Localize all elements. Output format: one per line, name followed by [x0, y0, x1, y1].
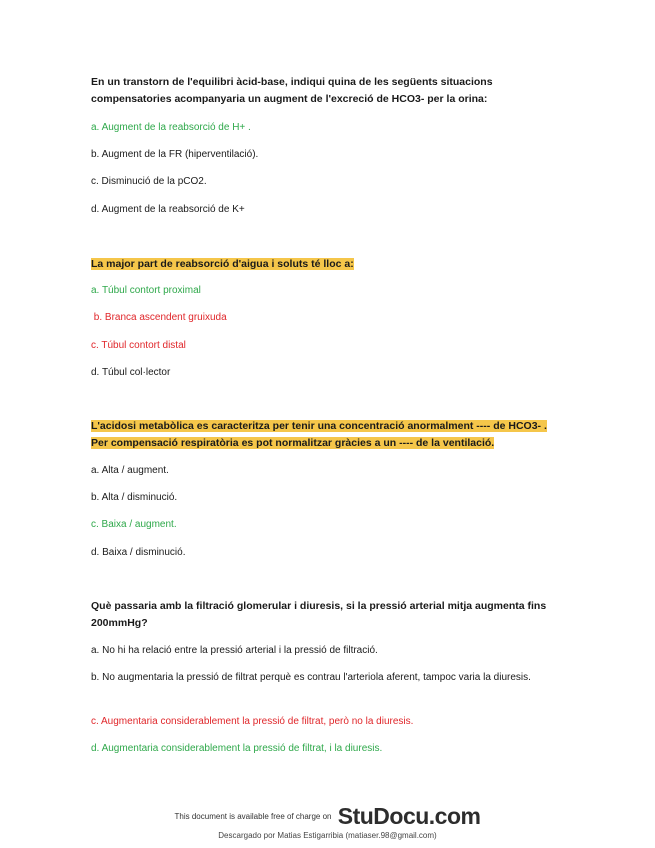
studocu-logo[interactable]: StuDocu.com — [337, 803, 481, 829]
q4-option-d: d. Augmentaria considerablement la pressió de filtrat, i la diuresis. — [91, 743, 383, 754]
q2-option-c: c. Túbul contort distal — [91, 340, 186, 351]
question-3-text: L'acidosi metabòlica es caracteritza per tenir una concentració anormalment ---- de HCO3- . Per compensació respiratòria es pot normalitzar gràcies a un ---- de la ventilació. — [91, 420, 547, 449]
q3-option-b: b. Alta / disminució. — [91, 492, 178, 503]
q3-option-d: d. Baixa / disminució. — [91, 547, 186, 558]
q2-option-b: b. Branca ascendent gruixuda — [91, 312, 227, 323]
question-2 — [91, 256, 561, 273]
question-3 — [91, 418, 561, 452]
question-4: Què passaria amb la filtració glomerular i diuresis, si la pressió arterial mitja augmenta fins 200mmHg? — [91, 600, 547, 629]
q2-option-a: a. Túbul contort proximal — [91, 285, 201, 296]
footer-availability — [0, 803, 655, 830]
q3-option-c: c. Baixa / augment. — [91, 519, 177, 530]
footer-download-info: Descargado por Matias Estigarribia (matiaser.98@gmail.com) — [218, 831, 437, 840]
q1-option-d: d. Augment de la reabsorció de K+ — [91, 204, 245, 215]
q2-option-d: d. Túbul col·lector — [91, 367, 171, 378]
q4-option-b: b. No augmentaria la pressió de filtrat perquè es contrau l'arteriola aferent, tampoc varia la diuresis. — [91, 672, 531, 683]
q1-option-a: a. Augment de la reabsorció de H+ . — [91, 122, 251, 133]
q1-option-c: c. Disminució de la pCO2. — [91, 176, 207, 187]
q4-option-a: a. No hi ha relació entre la pressió arterial i la pressió de filtració. — [91, 645, 378, 656]
q3-option-a: a. Alta / augment. — [91, 465, 169, 476]
footer-free-text: This document is available free of charge on — [174, 812, 332, 821]
question-1: En un transtorn de l'equilibri àcid-base, indiqui quina de les següents situacions compensatories acompanyaria un augment de l'excreció de HCO3- per la orina: — [91, 76, 493, 105]
question-2-text: La major part de reabsorció d'aigua i soluts té lloc a: — [91, 258, 354, 270]
q1-option-b: b. Augment de la FR (hiperventilació). — [91, 149, 259, 160]
q4-option-c: c. Augmentaria considerablement la pressió de filtrat, però no la diuresis. — [91, 716, 414, 727]
